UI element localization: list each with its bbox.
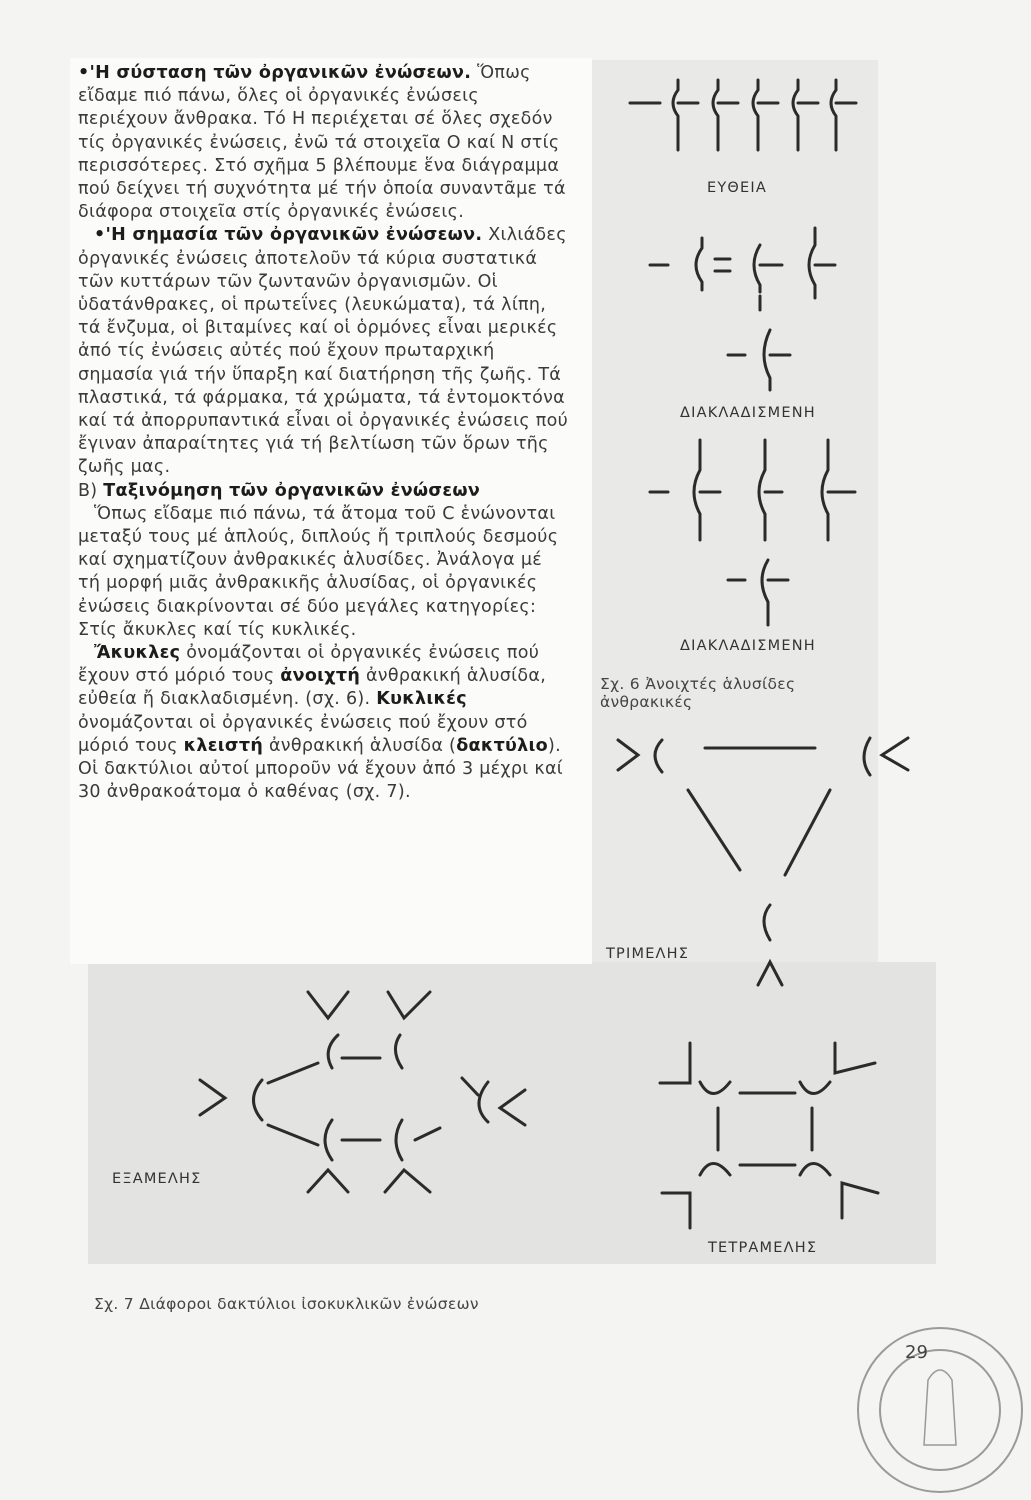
label-three-membered: ΤΡΙΜΕΛΗΣ bbox=[606, 946, 690, 962]
label-branched-1: ΔΙΑΚΛΑΔΙΣΜΕΝΗ bbox=[680, 405, 816, 421]
four-membered-ring-diagram bbox=[660, 1043, 878, 1228]
heading-importance: •'Η σημασία τῶν ὀργανικῶν ἐνώσεων. bbox=[94, 225, 483, 246]
section-heading: Β) Ταξινόμηση τῶν ὀργανικῶν ἐνώσεων bbox=[78, 480, 481, 501]
branched-chain-diagram-2 bbox=[650, 440, 855, 625]
figure6-caption: Σχ. 6 Ἀνοιχτές ἁλυσίδες ἀνθρακικές bbox=[600, 675, 796, 711]
six-membered-ring-diagram bbox=[200, 992, 525, 1192]
paragraph-acyclic-cyclic: Ἄκυκλες ὀνομάζονται οἱ ὀργανικές ἐνώσεις πού ἔχουν στό μόριό τους ἀνοιχτή ἀνθρακική ἁλυσίδα, εὐθεία ἤ διακλαδισμένη. (σχ. 6). Κυκλικές ὀνομάζονται οἱ ὀργανικές ἐνώσεις πού ἔχουν στό μόριό τους κλειστή ἀνθρακική ἁλυσίδα (δακτύλιο). Οἱ δακτύλιοι αὐτοί μποροῦν νά ἔχουν ἀπό 3 μέχρι καί 30 ἀνθρακοάτομα ὁ καθένας (σχ. 7). bbox=[78, 643, 564, 803]
figure7-caption: Σχ. 7 Διάφοροι δακτύλιοι ἰσοκυκλικῶν ἐνώσεων bbox=[94, 1295, 479, 1313]
library-stamp bbox=[858, 1328, 1022, 1492]
page-number: 29 bbox=[905, 1342, 928, 1363]
label-straight: ΕΥΘΕΙΑ bbox=[707, 180, 767, 196]
paragraph-importance: •'Η σημασία τῶν ὀργανικῶν ἐνώσεων. Χιλιάδες ὀργανικές ἐνώσεις ἀποτελοῦν τά κύρια συστατικά τῶν κυττάρων τῶν ζωντανῶν ὀργανισμῶν. Οἱ ὑδατάνθρακες, οἱ πρωτεΐνες (λευκώματα), τά λίπη, τά ἔνζυμα, οἱ βιταμίνες καί οἱ ὁρμόνες εἶναι μερικές ἀπό τίς ἐνώσεις αὐτές πού ἔχουν πρωταρχική σημασία γιά τήν ὕπαρξη καί διατήρηση τῆς ζωῆς. Τά πλαστικά, τά φάρμακα, τά χρώματα, τά ἐντομοκτόνα καί τά ἀπορρυπαντικά εἶναι οἱ ὀργανικές ἐνώσεις πού ἔγιναν ἀπαραίτητες γιά τή βελτίωση τῶν ὅρων τῆς ζωῆς μας. bbox=[78, 225, 569, 478]
label-six-membered: ΕΞΑΜΕΛΗΣ bbox=[112, 1171, 202, 1187]
label-four-membered: ΤΕΤΡΑΜΕΛΗΣ bbox=[708, 1240, 818, 1256]
branched-chain-diagram-1 bbox=[650, 228, 835, 390]
paragraph-classification: Ὅπως εἴδαμε πιό πάνω, τά ἄτομα τοῦ C ἑνώνονται μεταξύ τους μέ ἁπλούς, διπλούς ἤ τριπλούς δεσμούς καί σχηματίζουν ἀνθρακικές ἁλυσίδες. Ἀνάλογα μέ τή μορφή μιᾶς ἀνθρακικῆς ἁλυσίδας, οἱ ὀργανικές ἐνώσεις διακρίνονται σέ δύο μεγάλες κατηγορίες: Στίς ἄκυκλες καί τίς κυκλικές. bbox=[78, 503, 559, 640]
label-branched-2: ΔΙΑΚΛΑΔΙΣΜΕΝΗ bbox=[680, 638, 816, 654]
straight-chain-diagram bbox=[630, 80, 856, 150]
heading-composition: •'Η σύσταση τῶν ὀργανικῶν ἐνώσεων. bbox=[78, 63, 472, 83]
paragraph-composition: •'Η σύσταση τῶν ὀργανικῶν ἐνώσεων. Ὅπως εἴδαμε πιό πάνω, ὅλες οἱ ὀργανικές ἐνώσεις περιέχουν ἄνθρακα. Τό Η περιέχεται σέ ὅλες σχεδόν τίς ὀργανικές ἐνώσεις, ἐνῶ τά στοιχεῖα Ο καί Ν στίς περισσότερες. Στό σχῆμα 5 βλέπουμε ἕνα διάγραμμα πού δείχνει τή συχνότητα μέ τήν ὁποία συναντᾶμε τά διάφορα στοιχεῖα στίς ὀργανικές ἐνώσεις. bbox=[78, 63, 566, 223]
